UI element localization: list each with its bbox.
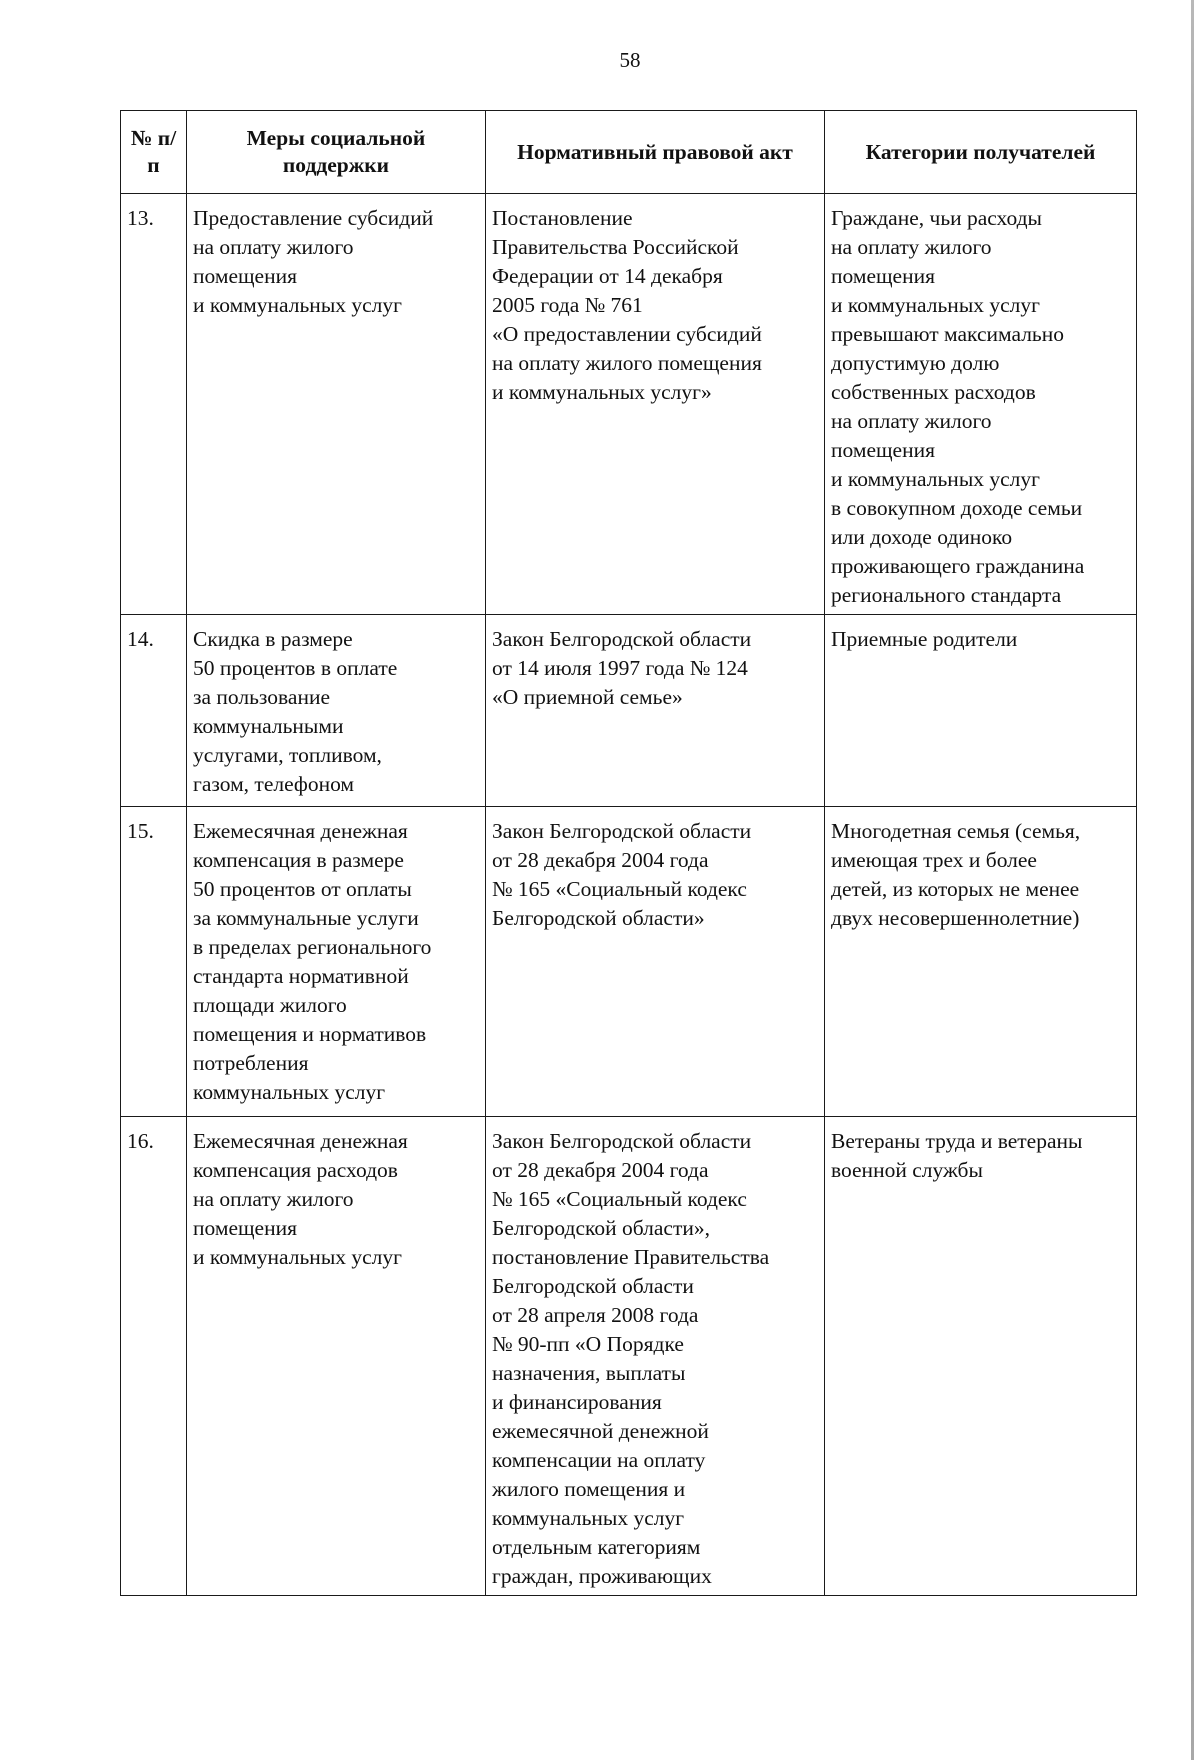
cell-line: на оплату жилого (193, 1187, 354, 1211)
cell-line: и коммунальных услуг» (492, 380, 712, 404)
header-support-measures: Меры социальной поддержки (187, 111, 486, 194)
cell-line: за коммунальные услуги (193, 906, 419, 930)
table-row (121, 1117, 1137, 1596)
cell-line: от 28 апреля 2008 года (492, 1303, 699, 1327)
table-header-row (121, 111, 1137, 194)
recipients-cell (825, 194, 1137, 615)
cell-line: на оплату жилого (831, 409, 992, 433)
cell-line: от 28 декабря 2004 года (492, 848, 709, 872)
cell-line: «О приемной семье» (492, 685, 683, 709)
cell-line: Ежемесячная денежная (193, 1129, 408, 1153)
cell-line: Приемные родители (831, 627, 1018, 651)
cell-line: Белгородской области» (492, 906, 705, 930)
cell-line: и коммунальных услуг (193, 1245, 402, 1269)
cell-line: компенсации на оплату (492, 1448, 706, 1472)
cell-line: № 90-пп «О Порядке (492, 1332, 684, 1356)
cell-line: в совокупном доходе семьи (831, 496, 1083, 520)
cell-line: жилого помещения и (492, 1477, 686, 1501)
support-measure-cell (187, 807, 486, 1117)
cell-line: постановление Правительства (492, 1245, 770, 1269)
cell-line: назначения, выплаты (492, 1361, 686, 1385)
row-number: 13. (121, 194, 187, 615)
cell-line: отдельным категориям (492, 1535, 701, 1559)
cell-line: регионального стандарта (831, 583, 1062, 607)
cell-line: за пользование (193, 685, 330, 709)
cell-line: в пределах регионального (193, 935, 432, 959)
cell-line: военной службы (831, 1158, 983, 1182)
cell-line: ежемесячной денежной (492, 1419, 709, 1443)
cell-line: коммунальных услуг (492, 1506, 685, 1530)
cell-line: двух несовершеннолетние) (831, 906, 1080, 930)
cell-line: Ветераны труда и ветераны (831, 1129, 1083, 1153)
cell-line: от 14 июля 1997 года № 124 (492, 656, 748, 680)
cell-line: коммунальными (193, 714, 344, 738)
cell-line: и финансирования (492, 1390, 662, 1414)
cell-line: площади жилого (193, 993, 347, 1017)
legal-act-cell (486, 1117, 825, 1596)
cell-line: компенсация в размере (193, 848, 404, 872)
scan-edge-shadow (1191, 0, 1194, 1760)
cell-line: стандарта нормативной (193, 964, 409, 988)
cell-line: Белгородской области (492, 1274, 694, 1298)
cell-line: газом, телефоном (193, 772, 355, 796)
cell-line: Закон Белгородской области (492, 819, 752, 843)
page-number: 58 (619, 48, 641, 72)
cell-line: Белгородской области», (492, 1216, 710, 1240)
cell-line: собственных расходов (831, 380, 1036, 404)
cell-line: на оплату жилого (831, 235, 992, 259)
cell-line: помещения (193, 1216, 297, 1240)
cell-line: Федерации от 14 декабря (492, 264, 723, 288)
cell-line: помещения и нормативов (193, 1022, 427, 1046)
cell-line: коммунальных услуг (193, 1080, 386, 1104)
cell-line: Правительства Российской (492, 235, 739, 259)
cell-line: имеющая трех и более (831, 848, 1037, 872)
header-recipient-categories: Категории получателей (825, 111, 1137, 194)
recipients-cell (825, 807, 1137, 1117)
recipients-cell (825, 615, 1137, 807)
cell-line: Граждане, чьи расходы (831, 206, 1043, 230)
cell-line: 50 процентов от оплаты (193, 877, 412, 901)
cell-line: помещения (831, 438, 935, 462)
support-measure-cell (187, 1117, 486, 1596)
cell-line: детей, из которых не менее (831, 877, 1080, 901)
row-number: 14. (121, 615, 187, 807)
cell-line: помещения (831, 264, 935, 288)
legal-act-cell (486, 615, 825, 807)
cell-line: и коммунальных услуг (193, 293, 402, 317)
support-measure-cell (187, 194, 486, 615)
cell-line: № 165 «Социальный кодекс (492, 877, 747, 901)
row-number: 15. (121, 807, 187, 1117)
table-row (121, 807, 1137, 1117)
cell-line: Закон Белгородской области (492, 1129, 752, 1153)
social-support-table (120, 110, 1137, 1596)
cell-line: компенсация расходов (193, 1158, 398, 1182)
header-number: № п/п (121, 111, 187, 194)
cell-line: или доходе одиноко (831, 525, 1013, 549)
cell-line: 50 процентов в оплате (193, 656, 398, 680)
cell-line: помещения (193, 264, 297, 288)
cell-line: Предоставление субсидий (193, 206, 434, 230)
cell-line: граждан, проживающих (492, 1564, 712, 1588)
cell-line: № 165 «Социальный кодекс (492, 1187, 747, 1211)
cell-line: услугами, топливом, (193, 743, 382, 767)
cell-line: Ежемесячная денежная (193, 819, 408, 843)
cell-line: на оплату жилого (193, 235, 354, 259)
cell-line: Закон Белгородской области (492, 627, 752, 651)
cell-line: потребления (193, 1051, 309, 1075)
cell-line: от 28 декабря 2004 года (492, 1158, 709, 1182)
cell-line: Многодетная семья (семья, (831, 819, 1081, 843)
cell-line: «О предоставлении субсидий (492, 322, 762, 346)
cell-line: Скидка в размере (193, 627, 353, 651)
cell-line: проживающего гражданина (831, 554, 1085, 578)
header-legal-act: Нормативный правовой акт (486, 111, 825, 194)
cell-line: на оплату жилого помещения (492, 351, 762, 375)
support-measure-cell (187, 615, 486, 807)
table-body (121, 194, 1137, 1596)
table-row (121, 194, 1137, 615)
cell-line: превышают максимально (831, 322, 1064, 346)
cell-line: 2005 года № 761 (492, 293, 643, 317)
table-row (121, 615, 1137, 807)
legal-act-cell (486, 807, 825, 1117)
legal-act-cell (486, 194, 825, 615)
recipients-cell (825, 1117, 1137, 1596)
row-number: 16. (121, 1117, 187, 1596)
cell-line: и коммунальных услуг (831, 467, 1040, 491)
cell-line: допустимую долю (831, 351, 1000, 375)
cell-line: Постановление (492, 206, 633, 230)
cell-line: и коммунальных услуг (831, 293, 1040, 317)
